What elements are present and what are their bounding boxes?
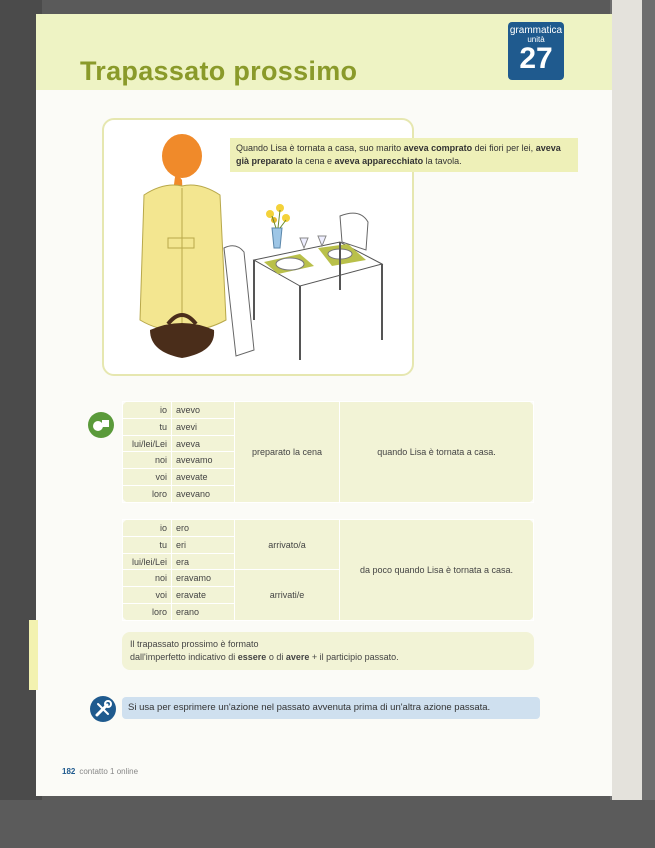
auxiliary-form: era xyxy=(172,553,235,570)
auxiliary-form: avevate xyxy=(172,469,235,486)
sticky-note-tab xyxy=(29,620,38,690)
auxiliary-form: avevano xyxy=(172,486,235,503)
avere-word: avere xyxy=(285,652,310,662)
usage-note: Si usa per esprimere un'azione nel passato avvenuta prima di un'altra azione passata. xyxy=(122,697,540,719)
participle-singular: arrivato/a xyxy=(235,520,340,570)
pronoun: lui/lei/Lei xyxy=(123,435,172,452)
note-line-1: Il trapassato prossimo è formato xyxy=(130,639,259,649)
note-line-2a: dall'imperfetto indicativo di xyxy=(130,652,238,662)
auxiliary-form: avevi xyxy=(172,418,235,435)
avere-table xyxy=(122,401,534,503)
auxiliary-form: ero xyxy=(172,520,235,537)
participle-phrase: preparato la cena xyxy=(235,402,340,503)
auxiliary-form: eravate xyxy=(172,587,235,604)
pronoun: lui/lei/Lei xyxy=(123,553,172,570)
time-clause: quando Lisa è tornata a casa. xyxy=(340,402,534,503)
badge-label: grammatica xyxy=(509,25,563,36)
pronoun: tu xyxy=(123,418,172,435)
auxiliary-form: erano xyxy=(172,604,235,621)
caption-text-2: dei fiori per lei, xyxy=(472,143,536,153)
caption-text-3: la cena e xyxy=(293,156,335,166)
book-page xyxy=(36,14,612,796)
next-page-edge xyxy=(612,0,642,848)
page-footer xyxy=(62,767,138,776)
caption-verb-3: aveva apparecchiato xyxy=(334,156,424,166)
auxiliary-form: eravamo xyxy=(172,570,235,587)
unit-number: 27 xyxy=(519,42,553,75)
pronoun: loro xyxy=(123,604,172,621)
note-o-di: o di xyxy=(266,652,286,662)
auxiliary-form: avevo xyxy=(172,402,235,419)
note-line-2b: + il participio passato. xyxy=(309,652,399,662)
tools-icon xyxy=(90,696,116,722)
table-row xyxy=(123,520,534,537)
formation-note xyxy=(130,638,399,664)
page-title: Trapassato prossimo xyxy=(80,56,358,86)
participle-plural: arrivati/e xyxy=(235,570,340,621)
auxiliary-form: eri xyxy=(172,536,235,553)
auxiliary-form: aveva xyxy=(172,435,235,452)
pronoun: noi xyxy=(123,452,172,469)
auxiliary-form: avevamo xyxy=(172,452,235,469)
pronoun: io xyxy=(123,402,172,419)
usage-icon xyxy=(90,696,116,722)
caption-verb-1: aveva comprato xyxy=(403,143,473,153)
avere-conjugation-box xyxy=(122,401,534,503)
pronoun: voi xyxy=(123,469,172,486)
caption-text-1: Quando Lisa è tornata a casa, suo marito xyxy=(236,143,404,153)
essere-word: essere xyxy=(237,652,267,662)
pronoun: loro xyxy=(123,486,172,503)
pronoun: noi xyxy=(123,570,172,587)
grammar-unit-badge xyxy=(508,22,564,80)
essere-conjugation-box xyxy=(122,519,534,621)
page-number: 182 xyxy=(62,767,76,776)
example-caption xyxy=(230,138,578,172)
badge-sub: unità xyxy=(527,35,545,44)
time-clause: da poco quando Lisa è tornata a casa. xyxy=(340,520,534,621)
table-row xyxy=(123,402,534,419)
pronoun: io xyxy=(123,520,172,537)
book-title: contatto 1 online xyxy=(79,767,139,776)
caption-text-4: la tavola. xyxy=(423,156,462,166)
gears-icon xyxy=(88,412,114,438)
caption-verb-2: aveva già preparato xyxy=(236,143,561,166)
formation-note-box xyxy=(122,632,534,670)
pronoun: tu xyxy=(123,536,172,553)
essere-table xyxy=(122,519,534,621)
pronoun: voi xyxy=(123,587,172,604)
scan-bottom-edge xyxy=(0,800,655,848)
conjugation-icon xyxy=(88,412,114,438)
